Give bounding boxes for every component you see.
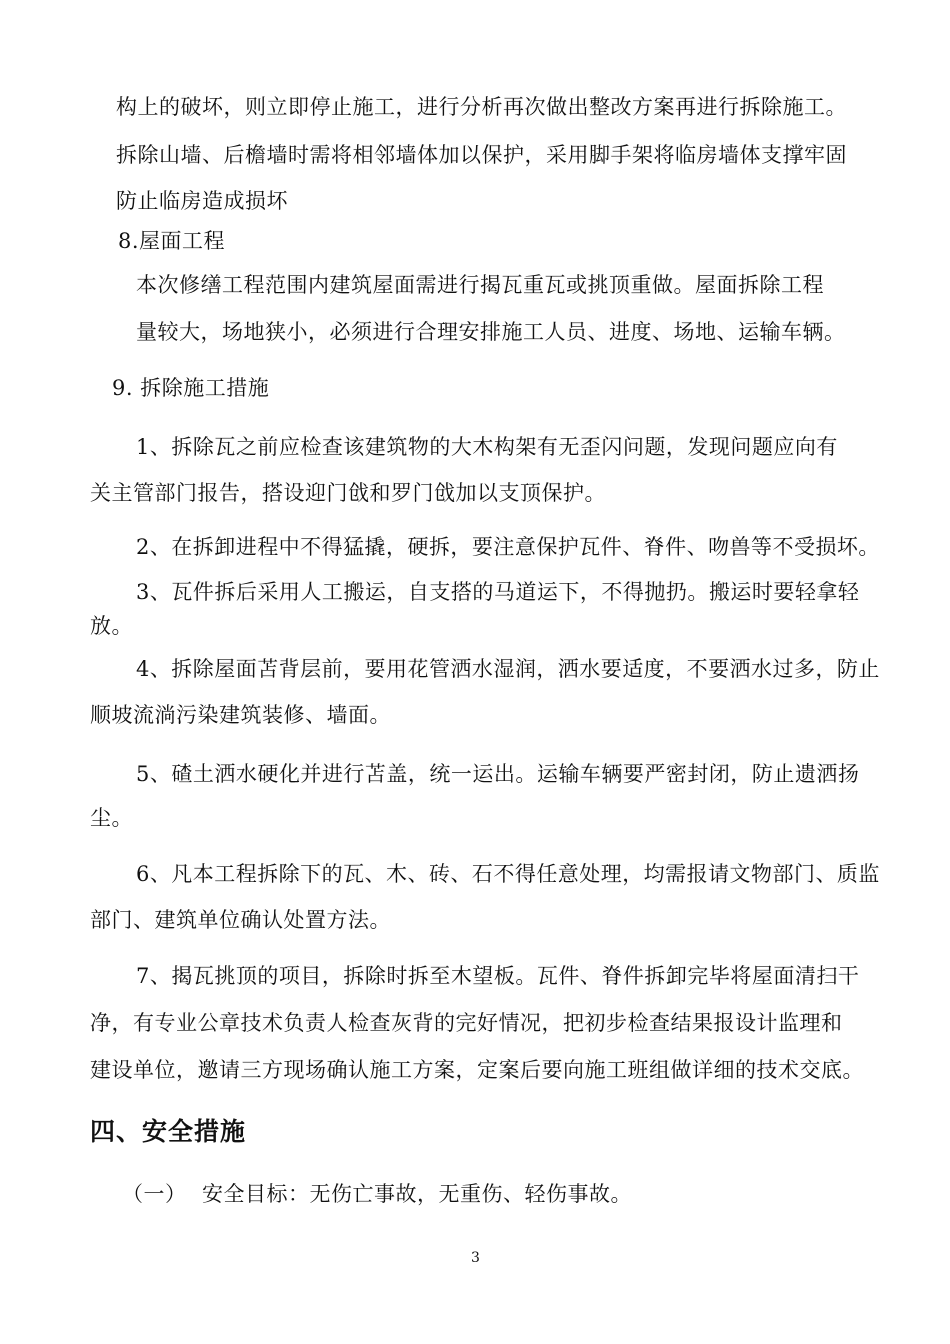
measure-5-line: 尘。 <box>90 806 133 830</box>
paragraph-line: 构上的破坏，则立即停止施工，进行分析再次做出整改方案再进行拆除施工。 <box>116 95 847 119</box>
measure-7-line: 7、揭瓦挑顶的项目，拆除时拆至木望板。瓦件、脊件拆卸完毕将屋面清扫干 <box>136 964 860 988</box>
paragraph-line: 防止临房造成损坏 <box>116 189 288 213</box>
measure-4-line: 4、拆除屋面苫背层前，要用花管洒水湿润，洒水要适度，不要洒水过多，防止 <box>136 657 880 681</box>
measure-2-line: 2、在拆卸进程中不得猛撬，硬拆，要注意保护瓦件、脊件、吻兽等不受损坏。 <box>136 535 880 559</box>
measure-4-line: 顺坡流淌污染建筑装修、墙面。 <box>90 703 391 727</box>
item-9-title: 9. 拆除施工措施 <box>112 376 270 400</box>
measure-3-line: 3、瓦件拆后采用人工搬运，自支搭的马道运下，不得抛扔。搬运时要轻拿轻 <box>136 580 860 604</box>
measure-1-line: 关主管部门报告，搭设迎门戗和罗门戗加以支顶保护。 <box>90 481 606 505</box>
subsection-text: 安全目标：无伤亡事故，无重伤、轻伤事故。 <box>202 1182 632 1206</box>
item-8-title: 8.屋面工程 <box>118 229 226 253</box>
measure-6-line: 6、凡本工程拆除下的瓦、木、砖、石不得任意处理，均需报请文物部门、质监 <box>136 862 880 886</box>
section-heading: 四、安全措施 <box>90 1117 247 1146</box>
measure-6-line: 部门、建筑单位确认处置方法。 <box>90 908 391 932</box>
measure-5-line: 5、碴土洒水硬化并进行苫盖，统一运出。运输车辆要严密封闭，防止遗洒扬 <box>136 762 860 786</box>
measure-7-line: 建设单位，邀请三方现场确认施工方案，定案后要向施工班组做详细的技术交底。 <box>90 1058 864 1082</box>
page-number: 3 <box>471 1250 480 1266</box>
measure-1-line: 1、拆除瓦之前应检查该建筑物的大木构架有无歪闪问题，发现问题应向有 <box>136 435 838 459</box>
measure-7-line: 净，有专业公章技术负责人检查灰背的完好情况，把初步检查结果报设计监理和 <box>90 1011 843 1035</box>
subsection-label: （一） <box>122 1182 187 1206</box>
paragraph-line: 本次修缮工程范围内建筑屋面需进行揭瓦重瓦或挑顶重做。屋面拆除工程 <box>136 273 824 297</box>
measure-3-line: 放。 <box>90 614 133 638</box>
paragraph-line: 量较大，场地狭小，必须进行合理安排施工人员、进度、场地、运输车辆。 <box>136 320 846 344</box>
paragraph-line: 拆除山墙、后檐墙时需将相邻墙体加以保护，采用脚手架将临房墙体支撑牢固 <box>116 143 847 167</box>
